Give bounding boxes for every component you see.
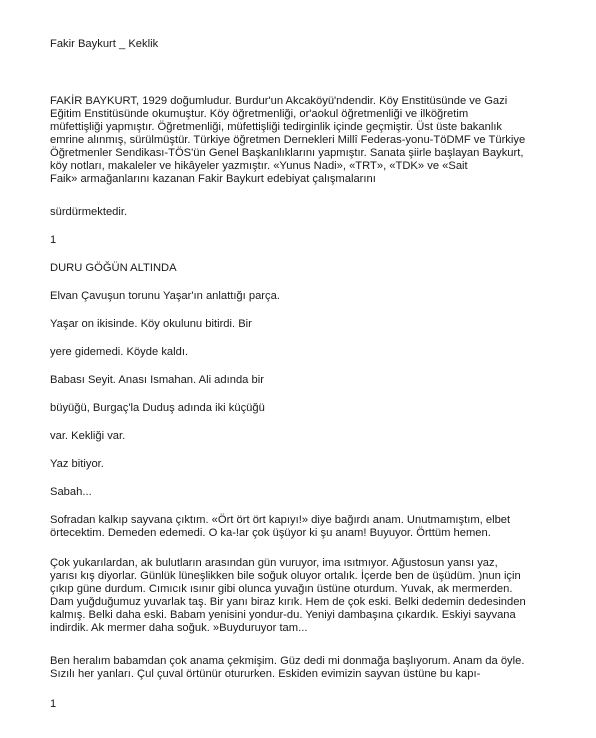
bio-line: emrine alınmış, sürülmüştür. Türkiye öğretmen Dernekleri Millî Federas-yonu-TöDMF ve Türkiye	[50, 134, 526, 146]
paragraph: sürdürmektedir.	[50, 206, 128, 218]
paragraph-line: kalmış. Belki daha eski. Babam yenisini yondur-du. Yeniyi dambaşına çıkardık. Eskiyi sayvana	[50, 609, 516, 621]
paragraph: Yaşar on ikisinde. Köy okulunu bitirdi. Bir	[50, 318, 252, 330]
paragraph-line: indirdik. Ak mermer daha soğuk. »Buyduruyor tam...	[50, 622, 308, 634]
paragraph: Elvan Çavuşun torunu Yaşar'ın anlattığı parça.	[50, 290, 280, 302]
paragraph: büyüğü, Burgaç'la Duduş adında iki küçüğü	[50, 402, 265, 414]
paragraph-line: Ben heralım babamdan çok anama çekmişim. Güz dedi mi donmağa başlıyorum. Anam da öyle.	[50, 655, 525, 667]
page-number: 1	[50, 698, 57, 710]
bio-line: köy notları, makaleler ve hikâyeler yazmıştır. «Yunus Nadi», «TRT», «TDK» ve «Sait	[50, 160, 468, 172]
paragraph-line: çıkıp güne durdum. Cımıcık ısınır gibi olunca yuvağın üstüne oturdum. Yuvak, ak mermerden.	[50, 583, 513, 595]
bio-line: Eğitim Enstitüsünde okumuştur. Köy öğretmenliği, or'aokul öğretmenliği ve ilköğretim	[50, 108, 469, 120]
bio-line: Öğretmenler Sendikası-TÖS'ün Genel Başkanlıklarını yapmıştır. Sanata şiirle başlayan Baykurt,	[50, 147, 524, 159]
paragraph-line: yarısı kış diyorlar. Günlük lüneşlikken bile soğuk oluyor ortalık. İçerde ben de üşüdüm. )nun için	[50, 570, 521, 582]
paragraph: var. Kekliği var.	[50, 430, 126, 442]
paragraph: Sabah...	[50, 486, 92, 498]
paragraph: Yaz bitiyor.	[50, 458, 104, 470]
paragraph-line: Sofradan kalkıp sayvana çıktım. «Ört ört ört kapıyı!» diye bağırdı anam. Unutmamıştım, elbet	[50, 514, 511, 526]
bio-line: FAKİR BAYKURT, 1929 doğumludur. Burdur'un Akcaköyü'ndendir. Köy Enstitüsünde ve Gazi	[50, 95, 508, 107]
paragraph-line: Dam yuğduğumuz yuvarlak taş. Bir yanı biraz kırık. Hem de çok eski. Belki dedemin dedesinden	[50, 596, 526, 608]
running-header: Fakir Baykurt _ Keklik	[50, 38, 159, 50]
paragraph-line: örtecektim. Demeden edemedi. O ka-!ar çok üşüyor ki şu anam! Buyuyor. Örttüm hemen.	[50, 527, 491, 539]
paragraph-block	[50, 514, 555, 540]
paragraph-line: Sızılı her yanları. Çul çuval örtünür otururken. Eskiden evimizin sayvan üstüne bu kapı-	[50, 668, 481, 680]
chapter-number: 1	[50, 234, 57, 246]
bio-line: müfettişliği yapmıştır. Öğretmenliği, müfettişliği tedirginlik içinde geçmiştir. Üst üste bakanlık	[50, 121, 503, 133]
paragraph-line: Çok yukarılardan, ak bulutların arasından gün vuruyor, ima ısıtmıyor. Ağustosun yansı yaz,	[50, 557, 498, 569]
chapter-title: DURU GÖĞÜN ALTINDA	[50, 262, 177, 274]
paragraph-block	[50, 557, 555, 635]
paragraph: Babası Seyit. Anası Ismahan. Ali adında bir	[50, 374, 264, 386]
author-bio	[50, 95, 550, 186]
bio-line: Faik» armağanlarını kazanan Fakir Baykurt edebiyat çalışmalarını	[50, 173, 376, 185]
paragraph-block	[50, 655, 555, 681]
paragraph: yere gidemedi. Köyde kaldı.	[50, 346, 189, 358]
